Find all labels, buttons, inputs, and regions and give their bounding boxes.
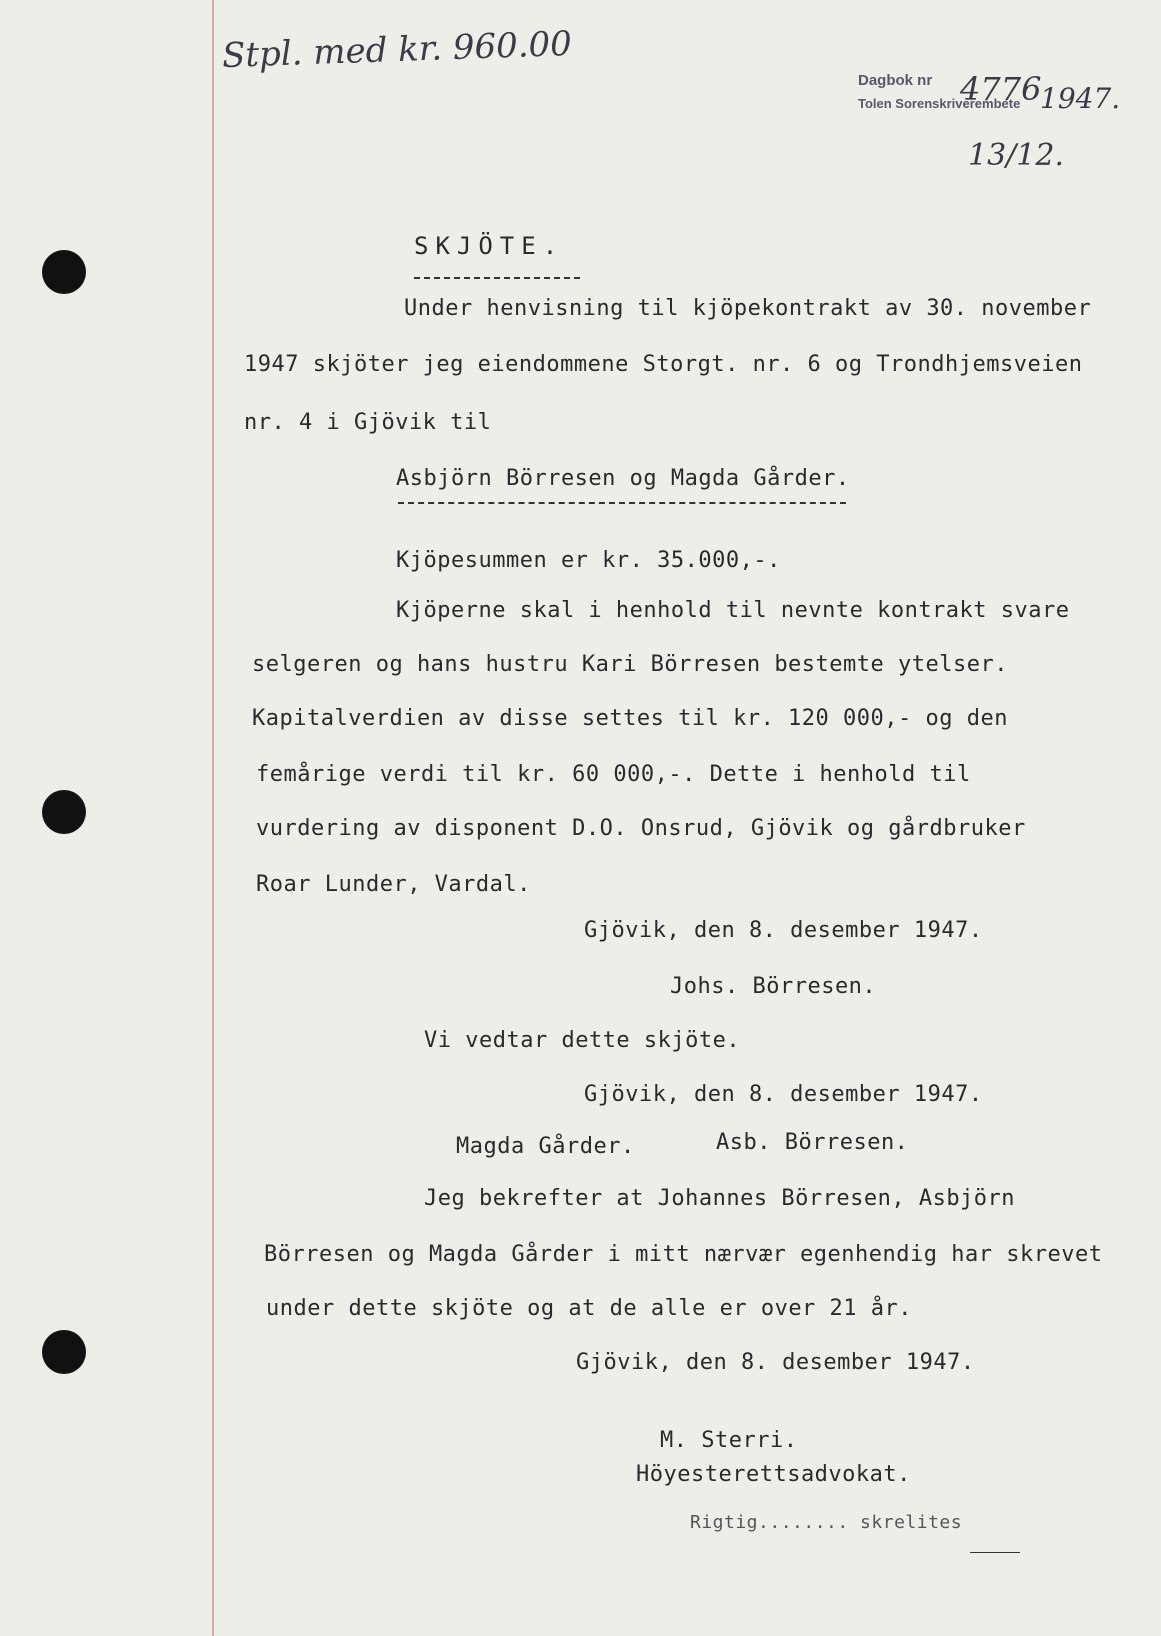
stamp-line1: Dagbok nr <box>858 72 933 89</box>
signature: Asb. Börresen. <box>716 1130 909 1155</box>
body-line: Börresen og Magda Gårder i mitt nærvær egenhendig har skrevet <box>264 1242 1103 1267</box>
stamp-line2: Tolen Sorenskriverembete <box>858 96 1021 111</box>
body-line: under dette skjöte og at de alle er over 21 år. <box>266 1296 913 1321</box>
signature: Magda Gårder. <box>456 1134 635 1159</box>
date-line: Gjövik, den 8. desember 1947. <box>584 918 983 943</box>
stamp-year: 1947. <box>1040 82 1121 115</box>
date-line: Gjövik, den 8. desember 1947. <box>584 1082 983 1107</box>
body-line: Kjöperne skal i henhold til nevnte kontrakt svare <box>396 598 1070 623</box>
margin-line <box>212 0 214 1636</box>
punch-hole <box>42 250 86 294</box>
stamp-number: 4776 <box>960 70 1042 108</box>
body-line: Kjöpesummen er kr. 35.000,-. <box>396 548 781 573</box>
document-title: SKJÖTE. <box>414 232 565 260</box>
body-line: 1947 skjöter jeg eiendommene Storgt. nr. 6 og Trondhjemsveien <box>244 352 1083 377</box>
handwritten-fee: Stpl. med kr. 960.00 <box>221 23 573 77</box>
witness-name: M. Sterri. <box>660 1428 798 1453</box>
buyers-underline <box>398 502 846 504</box>
signature: Johs. Börresen. <box>670 974 877 999</box>
acceptance: Vi vedtar dette skjöte. <box>424 1028 741 1053</box>
body-line: nr. 4 i Gjövik til <box>244 410 492 435</box>
punch-hole <box>42 790 86 834</box>
witness-title: Höyesterettsadvokat. <box>636 1462 911 1487</box>
stamp-date: 13/12. <box>968 138 1064 173</box>
date-line: Gjövik, den 8. desember 1947. <box>576 1350 975 1375</box>
body-line: Jeg bekrefter at Johannes Börresen, Asbjörn <box>424 1186 1016 1211</box>
title-underline <box>414 277 580 279</box>
body-line: Under henvisning til kjöpekontrakt av 30. november <box>404 296 1092 321</box>
buyers: Asbjörn Börresen og Magda Gårder. <box>396 466 850 491</box>
footer-note: Rigtig........ skrelites <box>690 1512 963 1533</box>
punch-hole <box>42 1330 86 1374</box>
footer-mark <box>970 1552 1020 1553</box>
body-line: vurdering av disponent D.O. Onsrud, Gjövik og gårdbruker <box>256 816 1026 841</box>
body-line: Roar Lunder, Vardal. <box>256 872 531 897</box>
body-line: Kapitalverdien av disse settes til kr. 120 000,- og den <box>252 706 1008 731</box>
body-line: femårige verdi til kr. 60 000,-. Dette i henhold til <box>256 762 971 787</box>
body-line: selgeren og hans hustru Kari Börresen bestemte ytelser. <box>252 652 1008 677</box>
